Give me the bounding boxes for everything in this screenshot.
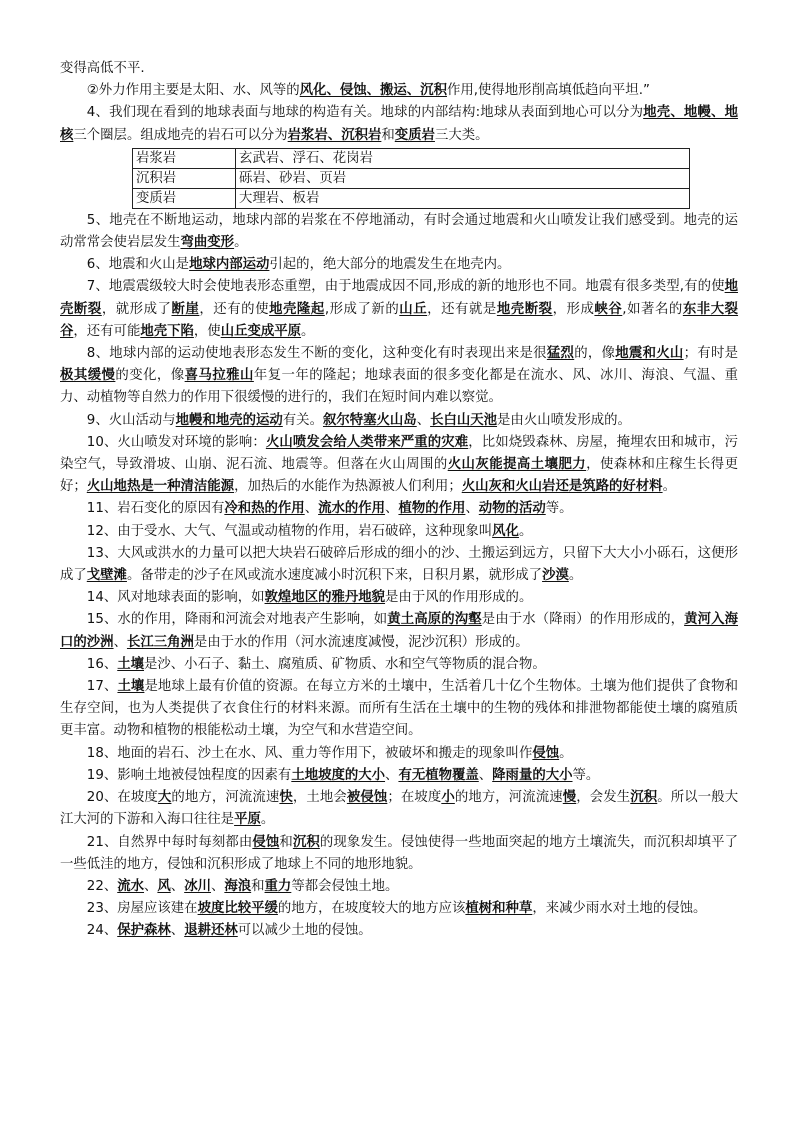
key-term: 降雨量的大小 xyxy=(492,767,573,783)
text-segment: 14、风对地球表面的影响，如 xyxy=(86,590,265,606)
text-segment: 、 xyxy=(385,501,399,517)
key-term: 黄河入海口的沙洲 xyxy=(60,612,739,650)
text-segment: 4、我们现在看到的地球表面与地球的构造有关。地球的内部结构:地球从表面到地心可以分为 xyxy=(86,105,644,121)
text-segment: ,形成了新的 xyxy=(324,301,400,317)
key-term: 黄土高原的沟壑 xyxy=(387,612,482,628)
key-term: 地壳隆起 xyxy=(269,301,325,317)
key-term: 火山地热是一种清洁能源 xyxy=(86,479,235,495)
rock-examples-cell: 大理岩、板岩 xyxy=(236,188,690,208)
text-segment: 5、地壳在不断地运动，地球内部的岩浆在不停地涌动，有时会通过地震和火山喷发让我们感受到。地壳的运动常常会使岩层发生 xyxy=(60,212,738,251)
text-segment: ，使 xyxy=(193,323,221,339)
text-segment: 是由于风的作用形成的。 xyxy=(385,590,533,606)
text-segment: 三个圈层。组成地壳的岩石可以分为 xyxy=(73,127,288,143)
key-term: 变质岩 xyxy=(394,127,435,143)
paragraph-6 xyxy=(60,254,738,276)
rock-type-cell: 变质岩 xyxy=(133,188,236,208)
key-term: 地壳下陷 xyxy=(140,323,194,339)
text-segment: 、 xyxy=(113,634,127,650)
text-segment: ，还有就是 xyxy=(427,301,497,317)
rock-examples-cell: 玄武岩、浮石、花岗岩 xyxy=(236,148,690,168)
key-term: 退耕还林 xyxy=(184,923,238,939)
key-term: 东非大裂谷 xyxy=(60,301,739,339)
text-segment: 的，像 xyxy=(574,346,616,362)
paragraph-12 xyxy=(60,521,738,543)
paragraph-continuation: 变得高低不平. xyxy=(60,61,145,76)
key-term: 平原 xyxy=(234,812,261,828)
key-term: 风 xyxy=(157,878,171,894)
key-term: 长江三角洲 xyxy=(126,634,194,650)
paragraph-23 xyxy=(60,898,738,920)
paragraph-24 xyxy=(60,920,738,942)
text-segment: 和 xyxy=(279,834,293,850)
key-term: 地幔和地壳的运动 xyxy=(175,412,283,428)
key-term: 沙漠 xyxy=(542,568,569,584)
text-segment: 。 xyxy=(568,568,583,584)
text-segment: 和 xyxy=(381,127,395,143)
key-term: 风化 xyxy=(492,523,519,539)
key-term: 地震和火山 xyxy=(615,346,684,362)
paragraph-external-forces xyxy=(60,80,738,102)
text-segment: 是由于水（降雨）的作用形成的， xyxy=(481,612,685,628)
key-term: 戈壁滩 xyxy=(86,568,127,584)
key-term: 保护森林 xyxy=(117,923,171,939)
key-term: 地壳、地幔、地核 xyxy=(60,105,739,143)
rock-examples-cell: 砾岩、砂岩、页岩 xyxy=(236,168,690,188)
key-term: 极其缓慢 xyxy=(60,368,116,384)
text-segment: 16、 xyxy=(86,656,118,672)
key-term: 山丘变成平原 xyxy=(220,323,302,339)
text-segment: 。 xyxy=(559,745,573,761)
text-segment: 和 xyxy=(251,878,265,894)
text-segment: ，来减少雨水对土地的侵蚀。 xyxy=(532,901,707,917)
paragraph-18 xyxy=(60,743,738,765)
key-term: 冰川 xyxy=(184,878,211,894)
key-term: 有无植物覆盖 xyxy=(398,767,479,783)
key-term: 断崖 xyxy=(171,301,200,317)
key-term: 地球内部运动 xyxy=(189,257,270,273)
paragraph-8 xyxy=(60,343,738,410)
key-term: 火山灰能提高土壤肥力 xyxy=(447,457,587,473)
text-segment: 、 xyxy=(416,412,431,428)
key-term: 动物的活动 xyxy=(478,501,546,517)
text-segment: 等都会侵蚀土地。 xyxy=(291,878,399,894)
key-term: 弯曲变形 xyxy=(180,235,235,251)
text-segment: 、 xyxy=(465,501,479,517)
paragraph-11 xyxy=(60,498,738,520)
key-term: 侵蚀 xyxy=(532,745,560,761)
text-segment: ，还有的使 xyxy=(199,301,270,317)
key-term: 快 xyxy=(279,790,293,806)
key-term: 喜马拉雅山 xyxy=(184,368,254,384)
text-segment: ,如著名的 xyxy=(622,301,683,317)
text-segment: 是沙、小石子、黏土、腐殖质、矿物质、水和空气等物质的混合物。 xyxy=(144,656,546,672)
text-segment: 、 xyxy=(144,878,158,894)
paragraph-14 xyxy=(60,587,738,609)
paragraph-15 xyxy=(60,609,738,653)
text-segment: ，就形成了 xyxy=(101,301,172,317)
table-row xyxy=(133,168,690,188)
paragraph-19 xyxy=(60,765,738,787)
key-term: 地壳断裂 xyxy=(496,301,553,317)
text-segment: 是地球上最有价值的资源。在每立方米的土壤中，生活着几十亿个生物体。土壤为他们提供了食物和生存空间，也为人类提供了衣食住行的材料来源。而所有生活在土壤中的生物的残体和排泄物都能使土壤的腐殖质更丰富。动物和植物的根能松动土壤，为空气和水营造空间。 xyxy=(60,679,739,739)
text-segment: ②外力作用主要是太阳、水、风等的 xyxy=(86,83,300,99)
key-term: 火山灰和火山岩还是筑路的好材料 xyxy=(461,479,663,495)
text-segment: 的现象发生。侵蚀使得一些地面突起的地方土壤流失，而沉积却填平了一些低洼的地方，侵蚀和沉积形成了地球上不同的地形地貌。 xyxy=(60,834,739,872)
key-term: 土壤 xyxy=(117,679,145,695)
key-term: 土壤 xyxy=(117,656,145,672)
text-segment: 9、火山活动与 xyxy=(86,412,176,428)
text-segment: ；在坡度 xyxy=(387,790,442,806)
key-term: 土地坡度的大小 xyxy=(291,767,386,783)
paragraph-10 xyxy=(60,432,738,499)
text-segment: 的变化，像 xyxy=(115,368,185,384)
document-page xyxy=(60,58,738,943)
key-term: 长白山天池 xyxy=(430,412,498,428)
key-term: 猛烈 xyxy=(546,346,575,362)
text-segment: 、 xyxy=(210,878,225,894)
text-segment: ，比如烧毁森林、房屋，掩埋农田和城市，污染空气，导致滑坡、山崩、泥石流、地震等。但落在火山周围的 xyxy=(60,434,739,473)
text-segment: 。所以一般大江大河的下游和入海口往往是 xyxy=(60,790,739,828)
text-segment: 有关。 xyxy=(282,412,323,428)
paragraph-21 xyxy=(60,832,738,876)
key-term: 重力 xyxy=(264,878,292,894)
key-term: 地壳断裂 xyxy=(60,279,738,317)
text-segment: 年复一年的隆起；地球表面的很多变化都是在流水、风、冰川、海浪、气温、重力、动植物等自然力的作用下很缓慢的进行的，我们在短时间内难以察觉。 xyxy=(60,368,739,406)
paragraph-16 xyxy=(60,654,738,676)
text-segment: 。 xyxy=(301,323,315,339)
key-term: 山丘 xyxy=(399,301,428,317)
key-term: 风化、侵蚀、搬运、沉积 xyxy=(299,83,447,99)
key-term: 慢 xyxy=(562,790,577,806)
key-term: 流水的作用 xyxy=(318,501,386,517)
text-segment: 12、由于受水、大气、气温或动植物的作用，岩石破碎，这种现象叫 xyxy=(86,523,493,539)
text-segment: 的地方，河流流速 xyxy=(171,790,280,806)
key-term: 流水 xyxy=(117,878,145,894)
text-segment: 11、岩石变化的原因有 xyxy=(86,501,225,517)
text-segment: 的地方，在坡度较大的地方应该 xyxy=(277,901,466,917)
key-term: 沉积 xyxy=(630,790,658,806)
text-segment: 13、大风或洪水的力量可以把大块岩石破碎后形成的细小的沙、土搬运到远方，只留下大大小小砾石，这便形成了 xyxy=(60,545,738,584)
key-term: 敦煌地区的雅丹地貌 xyxy=(264,590,386,606)
key-term: 大 xyxy=(157,790,172,806)
key-term: 植树和种草 xyxy=(465,901,533,917)
paragraph-7 xyxy=(60,276,738,343)
text-segment: 15、水的作用，降雨和河流会对地表产生影响，如 xyxy=(86,612,388,628)
key-term: 侵蚀 xyxy=(252,834,280,850)
text-segment: 24、 xyxy=(86,923,118,939)
text-segment: 是由火山喷发形成的。 xyxy=(497,412,631,428)
text-segment: 。 xyxy=(518,523,533,539)
paragraph-9 xyxy=(60,410,738,432)
text-segment: ，使森林和庄稼生长得更好； xyxy=(60,457,739,495)
key-term: 岩浆岩、沉积岩 xyxy=(287,127,382,143)
text-segment: 的地方，河流流速 xyxy=(454,790,563,806)
key-term: 沉积 xyxy=(292,834,320,850)
rock-type-cell: 沉积岩 xyxy=(133,168,236,188)
text-segment: 18、地面的岩石、沙土在水、风、重力等作用下，被破坏和搬走的现象叫作 xyxy=(86,745,533,761)
text-segment: 22、 xyxy=(86,878,118,894)
text-segment: 等。 xyxy=(572,767,600,783)
key-term: 峡谷 xyxy=(594,301,623,317)
text-segment: 作用,使得地形削高填低趋向平坦.” xyxy=(446,83,650,99)
key-term: 冷和热的作用 xyxy=(224,501,305,517)
paragraph-22 xyxy=(60,876,738,898)
text-segment: 23、房屋应该建在 xyxy=(86,901,198,917)
text-segment: 21、自然界中每时每刻都由 xyxy=(86,834,253,850)
paragraph-5 xyxy=(60,210,738,254)
text-segment: 、 xyxy=(170,923,185,939)
text-segment: 17、 xyxy=(86,679,118,695)
text-segment: 、 xyxy=(385,767,399,783)
paragraph-20 xyxy=(60,787,738,831)
text-segment: ；有时是 xyxy=(683,346,739,362)
key-term: 植物的作用 xyxy=(398,501,466,517)
key-term: 海浪 xyxy=(224,878,252,894)
rock-types-table xyxy=(132,148,690,209)
text-segment: ，土地会 xyxy=(292,790,347,806)
text-segment: 、 xyxy=(304,501,319,517)
text-segment: 6、地震和火山是 xyxy=(86,257,190,273)
key-term: 被侵蚀 xyxy=(346,790,388,806)
text-segment: 7、地震震级较大时会使地表形态重塑，由于地震成因不同,形成的新的地形也不同。地震有很多类型,有的使 xyxy=(86,279,725,295)
text-segment: ，形成 xyxy=(552,301,595,317)
text-segment: 19、影响土地被侵蚀程度的因素有 xyxy=(86,767,292,783)
paragraph-13 xyxy=(60,543,738,587)
text-segment: 是由于水的作用（河水流速度减慢，泥沙沉积）形成的。 xyxy=(193,634,529,650)
text-segment: 20、在坡度 xyxy=(86,790,158,806)
text-segment: ，会发生 xyxy=(576,790,631,806)
text-segment: 等。 xyxy=(545,501,573,517)
text-segment: 可以减少土地的侵蚀。 xyxy=(237,923,372,939)
text-segment: ，还有可能 xyxy=(73,323,141,339)
key-term: 叙尔特塞火山岛 xyxy=(322,412,417,428)
text-segment: 。备带走的沙子在风或流水速度减小时沉积下来，日积月累，就形成了 xyxy=(126,568,543,584)
text-segment: 、 xyxy=(478,767,493,783)
table-row xyxy=(133,188,690,208)
text-segment: ，加热后的水能作为热源被人们利用； xyxy=(234,479,462,495)
text-segment: 8、地球内部的运动使地表形态发生不断的变化，这种变化有时表现出来是很 xyxy=(86,346,547,362)
key-term: 火山喷发会给人类带来严重的灾难 xyxy=(265,434,469,450)
text-segment: 。 xyxy=(260,812,275,828)
key-term: 坡度比较平缓 xyxy=(197,901,278,917)
text-segment: 。 xyxy=(662,479,676,495)
text-segment: 引起的，绝大部分的地震发生在地壳内。 xyxy=(269,257,511,273)
text-segment: 、 xyxy=(170,878,185,894)
paragraph-17 xyxy=(60,676,738,743)
text-segment: 三大类。 xyxy=(434,127,489,143)
paragraph-4-earth-structure xyxy=(60,102,738,146)
text-segment: 10、火山喷发对环境的影响： xyxy=(86,434,266,450)
key-term: 小 xyxy=(441,790,455,806)
text-segment: 。 xyxy=(234,235,248,251)
table-row xyxy=(133,148,690,168)
rock-type-cell: 岩浆岩 xyxy=(133,148,236,168)
